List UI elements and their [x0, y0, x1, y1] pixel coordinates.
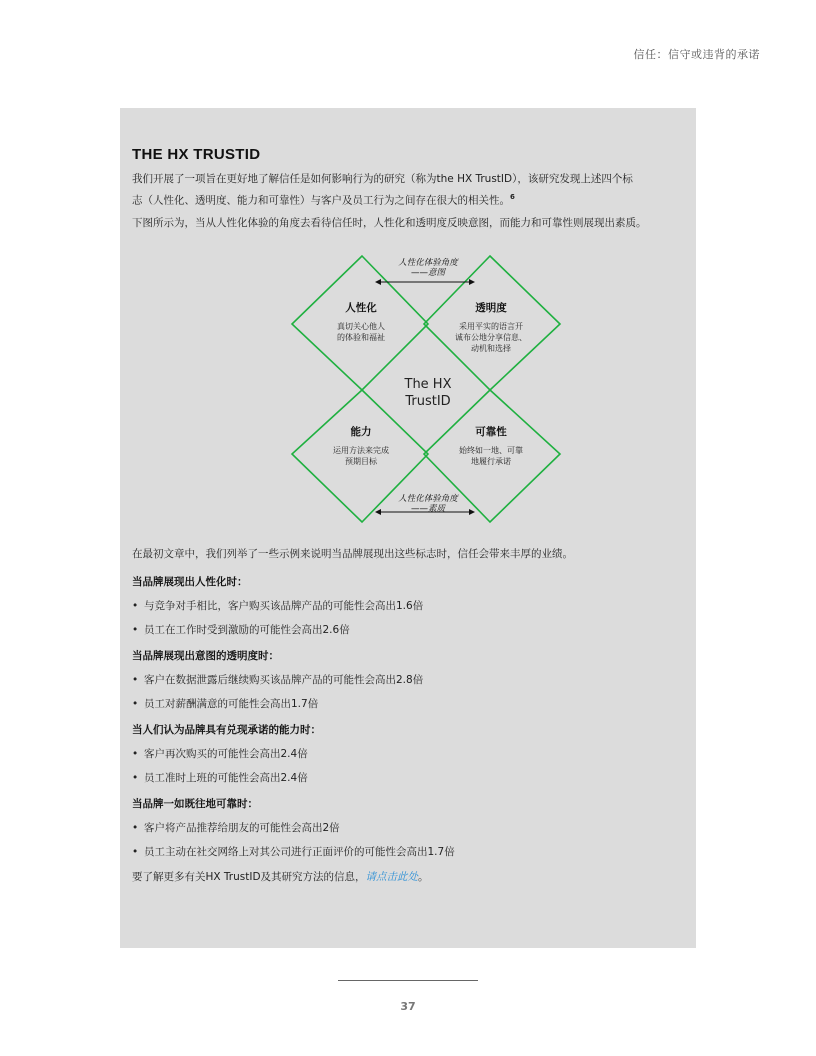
- diagram-center-label: The HX TrustID: [404, 377, 452, 409]
- box-title: THE HX TRUSTID: [132, 146, 261, 163]
- quadrant-desc: 始终如一地、可靠 地履行承诺: [459, 446, 523, 466]
- quadrant-capability: [296, 424, 426, 467]
- quadrant-humanity: [296, 300, 426, 343]
- footer-divider: [338, 980, 478, 981]
- bottom-note-line-2: ——素质: [410, 504, 445, 514]
- section-heading-humanity: 当品牌展现出人性化时：: [132, 576, 248, 588]
- trustid-diagram: [290, 254, 566, 526]
- top-note-line-2: ——意图: [410, 268, 445, 278]
- bottom-note-line-1: 人性化体验角度: [398, 494, 458, 504]
- section-heading-reliability: 当品牌一如既往地可靠时：: [132, 798, 258, 810]
- quadrant-title: 人性化: [345, 302, 377, 314]
- list-item: • 与竞争对手相比，客户购买该品牌产品的可能性会高出1.6倍: [132, 600, 424, 612]
- quadrant-title: 可靠性: [475, 426, 507, 438]
- intro-line-1: 我们开展了一项旨在更好地了解信任是如何影响行为的研究（称为the HX TrustID），该研究发现上述四个标: [132, 173, 633, 185]
- section-heading-capability: 当人们认为品牌具有兑现承诺的能力时：: [132, 724, 321, 736]
- list-item: • 客户在数据泄露后继续购买该品牌产品的可能性会高出2.8倍: [132, 674, 424, 686]
- quadrant-transparency: [426, 300, 556, 354]
- learn-more-link[interactable]: 请点击此处: [365, 871, 419, 883]
- quadrant-reliability: [426, 424, 556, 467]
- top-note: [370, 258, 486, 278]
- quadrant-title: 能力: [350, 426, 372, 438]
- list-item: • 客户将产品推荐给朋友的可能性会高出2倍: [132, 822, 340, 834]
- footnote-marker: 6: [510, 193, 515, 201]
- list-item: • 员工对薪酬满意的可能性会高出1.7倍: [132, 698, 319, 710]
- quadrant-desc: 运用方法来完成 预期目标: [333, 446, 389, 466]
- quadrant-desc: 采用平实的语言开 诚布公地分享信息、 动机和选择: [455, 322, 527, 353]
- quadrant-title: 透明度: [475, 302, 507, 314]
- intro-paragraph: [132, 170, 688, 210]
- trustid-sidebar-box: [120, 108, 696, 948]
- running-header: 信任：信守或违背的承诺: [633, 48, 760, 61]
- list-item: • 员工准时上班的可能性会高出2.4倍: [132, 772, 308, 784]
- list-item: • 员工在工作时受到激励的可能性会高出2.6倍: [132, 624, 350, 636]
- figure-intro-paragraph: 下图所示为，当从人性化体验的角度去看待信任时，人性化和透明度反映意图，而能力和可靠性则展现出素质。: [132, 217, 647, 229]
- list-item: • 员工主动在社交网络上对其公司进行正面评价的可能性会高出1.7倍: [132, 846, 455, 858]
- bottom-note: [370, 494, 486, 514]
- closing-paragraph: 要了解更多有关HX TrustID及其研究方法的信息，请点击此处。: [132, 871, 429, 883]
- lead-paragraph: 在最初文章中，我们列举了一些示例来说明当品牌展现出这些标志时，信任会带来丰厚的业绩。: [132, 548, 573, 560]
- list-item: • 客户再次购买的可能性会高出2.4倍: [132, 748, 308, 760]
- intro-line-2: 志（人性化、透明度、能力和可靠性）与客户及员工行为之间存在很大的相关性。: [132, 194, 510, 207]
- page-number: 37: [400, 1000, 416, 1013]
- quadrant-desc: 真切关心他人 的体验和福祉: [337, 322, 385, 342]
- top-note-line-1: 人性化体验角度: [398, 258, 458, 268]
- section-heading-transparency: 当品牌展现出意图的透明度时：: [132, 650, 279, 662]
